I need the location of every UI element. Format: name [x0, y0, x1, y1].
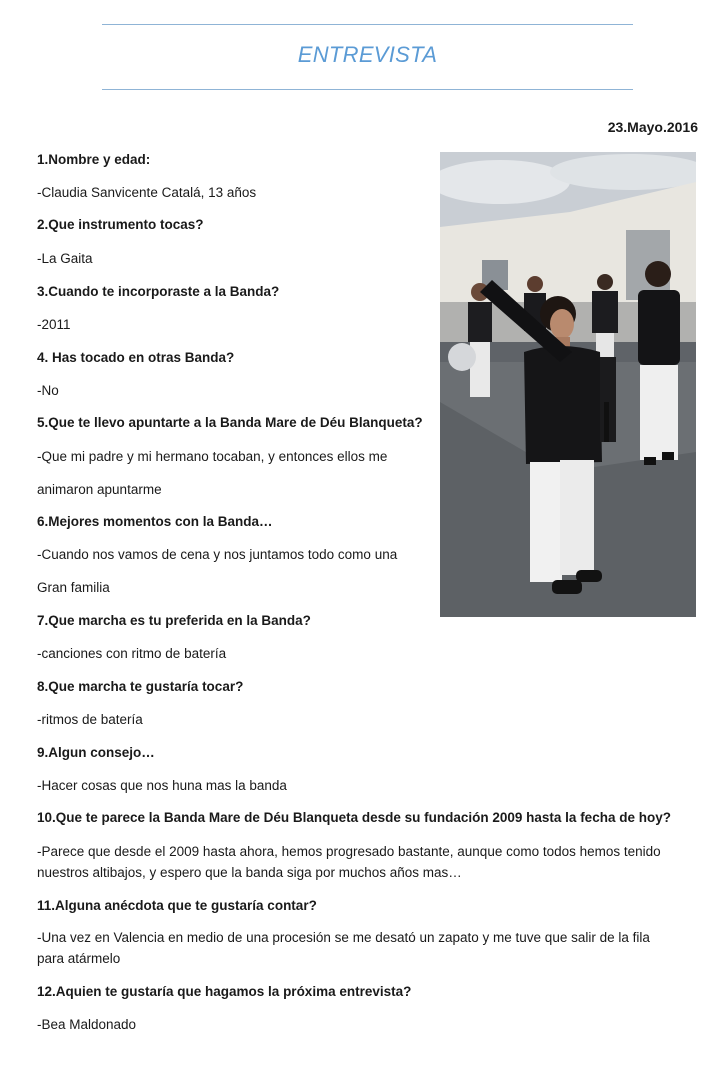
answer-4: -No: [37, 383, 59, 398]
page-title: ENTREVISTA: [297, 42, 438, 67]
answer-3: -2011: [37, 317, 71, 332]
interview-date: 23.Mayo.2016: [607, 119, 698, 135]
answer-1: -Claudia Sanvicente Catalá, 13 años: [37, 185, 257, 200]
question-2: 2.Que instrumento tocas?: [37, 217, 204, 232]
answer-10-line-1: -Parece que desde el 2009 hasta ahora, hemos progresado bastante, aunque como todos hemos tenido: [37, 844, 661, 859]
question-1: 1.Nombre y edad:: [37, 152, 151, 167]
bottom-rule: [102, 89, 633, 90]
question-3: 3.Cuando te incorporaste a la Banda?: [37, 284, 280, 299]
answer-11-line-2: para atármelo: [37, 951, 121, 966]
question-9: 9.Algun consejo…: [37, 745, 155, 760]
answer-7: -canciones con ritmo de batería: [37, 646, 227, 661]
band-member-photo: [440, 152, 696, 617]
answer-2: -La Gaita: [37, 251, 93, 266]
question-7: 7.Que marcha es tu preferida en la Banda?: [37, 613, 311, 628]
question-12: 12.Aquien te gustaría que hagamos la próxima entrevista?: [37, 984, 412, 999]
answer-5-line-1: -Que mi padre y mi hermano tocaban, y entonces ellos me: [37, 449, 388, 464]
answer-8: -ritmos de batería: [37, 712, 143, 727]
question-6: 6.Mejores momentos con la Banda…: [37, 514, 273, 529]
answer-12: -Bea Maldonado: [37, 1017, 137, 1032]
answer-6-line-1: -Cuando nos vamos de cena y nos juntamos todo como una: [37, 547, 398, 562]
answer-10-line-2: nuestros altibajos, y espero que la banda siga por muchos años mas…: [37, 865, 462, 880]
question-4: 4. Has tocado en otras Banda?: [37, 350, 235, 365]
question-10: 10.Que te parece la Banda Mare de Déu Blanqueta desde su fundación 2009 hasta la fecha de hoy?: [37, 810, 671, 825]
question-8: 8.Que marcha te gustaría tocar?: [37, 679, 244, 694]
answer-11-line-1: -Una vez en Valencia en medio de una procesión se me desató un zapato y me tuve que salir de la fila: [37, 930, 650, 945]
answer-6-line-2: Gran familia: [37, 580, 110, 595]
top-rule: [102, 24, 633, 25]
answer-5-line-2: animaron apuntarme: [37, 482, 162, 497]
question-5: 5.Que te llevo apuntarte a la Banda Mare de Déu Blanqueta?: [37, 415, 423, 430]
answer-9: -Hacer cosas que nos huna mas la banda: [37, 778, 287, 793]
question-11: 11.Alguna anécdota que te gustaría contar?: [37, 898, 317, 913]
